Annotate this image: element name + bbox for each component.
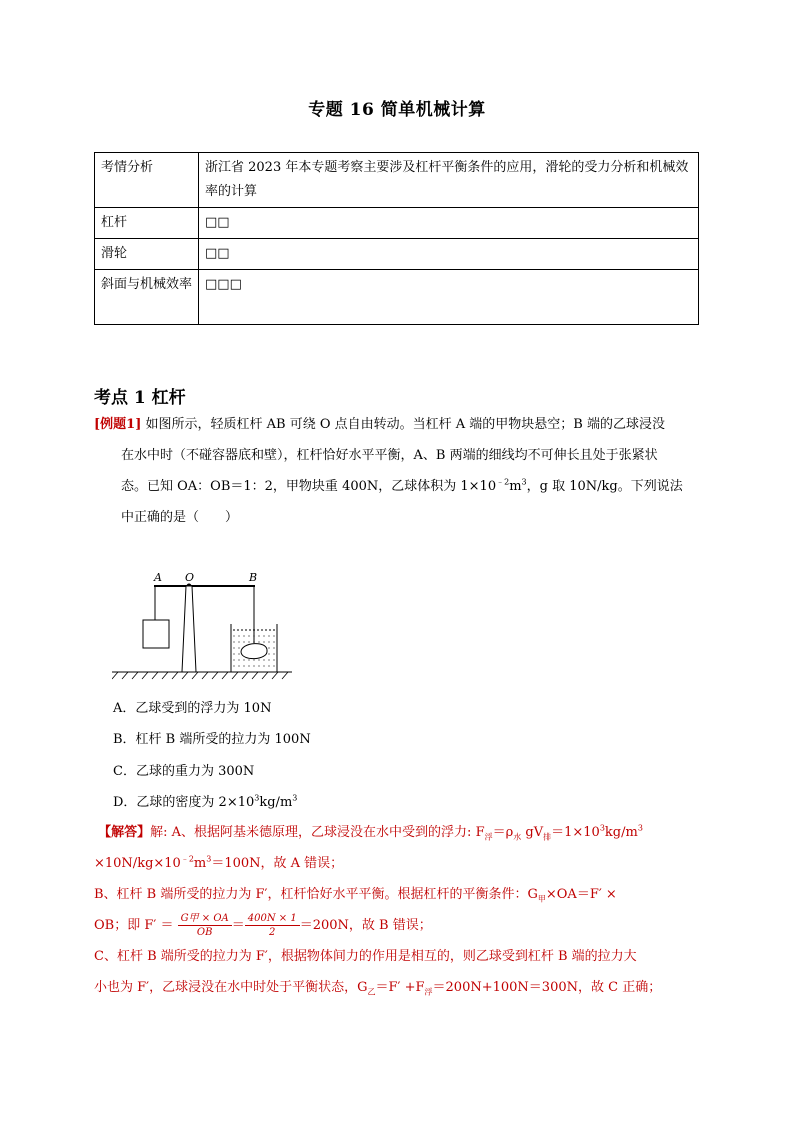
- question-line: 如图所示，轻质杠杆 AB 可绕 O 点自由转动。当杠杆 A 端的甲物块悬空；B 端的乙球浸没: [145, 417, 665, 432]
- table-row: [95, 153, 699, 208]
- answer-line: C、杠杆 B 端所受的拉力为 F′，根据物体间力的作用是相互的，则乙球受到杠杆 B 端的拉力大: [94, 949, 637, 964]
- section-heading: 考点 1 杠杆: [94, 388, 186, 408]
- exam-analysis-table: [94, 152, 699, 325]
- option-b[interactable]: B．杠杆 B 端所受的拉力为 100N: [113, 732, 311, 747]
- table-row: [95, 239, 699, 270]
- answer-line: OB；即 F′ ＝ $\frac{\text{G甲 × OA}}{OB}$ ＝ $\frac{400N \times 1}{2}$ ＝200N，故 B 错误；: [94, 913, 432, 938]
- table-row: [95, 208, 699, 239]
- fraction-1: $\frac{\text{G甲 × OA}}{OB}$: [178, 912, 232, 939]
- fraction-2: $\frac{400N \times 1}{2}$: [245, 912, 300, 939]
- table-row: [95, 270, 699, 325]
- lever-figure: [112, 568, 292, 680]
- document-title: 专题 16 简单机械计算: [308, 100, 486, 120]
- answer-line: 【解答】解: A、根据阿基米德原理，乙球浸没在水中受到的浮力: $F_浮=\rho_水$ $gV_排=1\times 10^3kg/m^3$: [98, 823, 643, 842]
- table-key: 考情分析: [95, 153, 199, 208]
- table-key: 滑轮: [95, 239, 199, 270]
- answer-line: B、杠杆 B 端所受的拉力为 F′，杠杆恰好水平平衡。根据杠杆的平衡条件：$G_甲\times OA=F'$ ×: [94, 887, 617, 904]
- label-o: O: [185, 571, 195, 584]
- answer-line: 小也为 F′，乙球浸没在水中时处于平衡状态，$G_乙=F' +F_浮=200N+100N=300N$，故 C 正确；: [94, 980, 662, 997]
- example-question: [94, 409, 704, 533]
- table-key: 斜面与机械效率: [95, 270, 199, 325]
- question-line: 在水中时（不碰容器底和壁），杠杆恰好水平平衡，A、B 两端的细线均不可伸长且处于张紧状: [121, 448, 658, 463]
- question-line: 中正确的是（ ）: [121, 510, 239, 525]
- option-d[interactable]: D．乙球的密度为 $2\times 10^3kg/m^3$: [113, 793, 298, 810]
- question-line: 态。已知 OA：OB＝1：2，甲物块重 400N，乙球体积为 $1\times 10^{﹣2}m^3$，g 取 10N/kg。下列说法: [121, 477, 683, 494]
- label-b: B: [249, 571, 258, 584]
- example-tag: [例题1]: [94, 417, 142, 432]
- block-jia: [143, 620, 169, 648]
- answer-line: $\times 10N/kg\times 10^{﹣2}m^3=100N$，故 A 错误；: [94, 854, 344, 871]
- table-value: 浙江省 2023 年本专题考察主要涉及杠杆平衡条件的应用，滑轮的受力分析和机械效率的计算: [199, 153, 699, 208]
- support-post: [182, 586, 196, 672]
- option-a[interactable]: A．乙球受到的浮力为 10N: [113, 701, 272, 716]
- table-value: □□: [199, 239, 699, 270]
- table-value: □□: [199, 208, 699, 239]
- ball-yi: [241, 644, 267, 659]
- table-value: □□□: [199, 270, 699, 325]
- answer-tag: 【解答】: [98, 825, 151, 840]
- answer-block: [94, 817, 714, 1003]
- ground-hatching: [112, 672, 288, 679]
- table-key: 杠杆: [95, 208, 199, 239]
- label-a: A: [154, 571, 162, 584]
- option-c[interactable]: C．乙球的重力为 300N: [113, 764, 255, 779]
